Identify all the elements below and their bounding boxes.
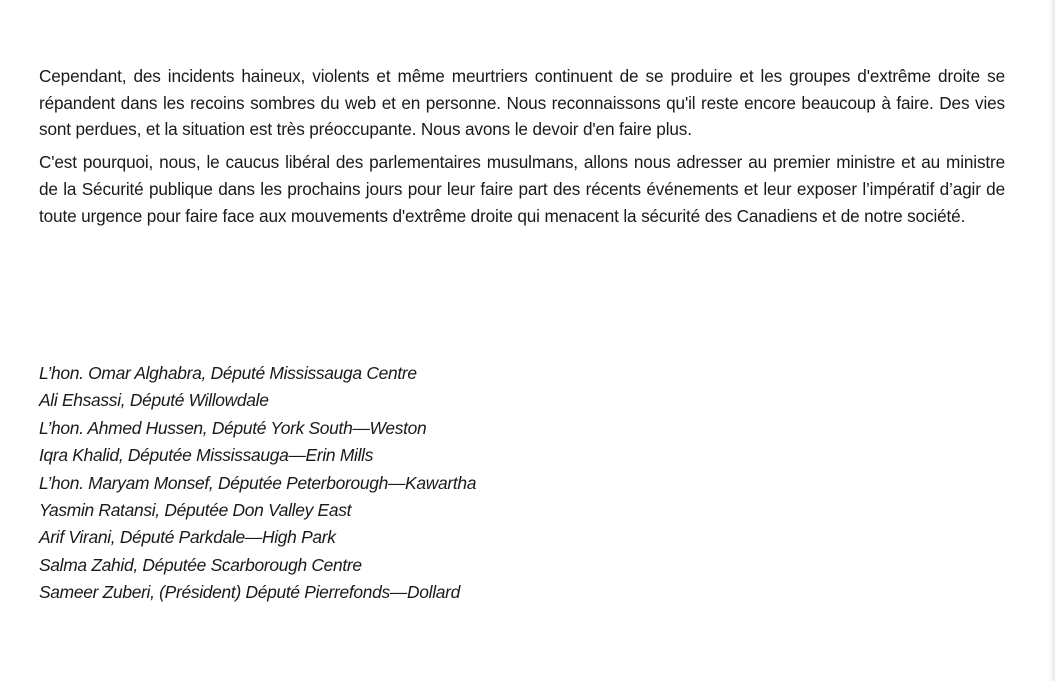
signatory-zuberi: Sameer Zuberi, (Président) Député Pierrefonds—Dollard <box>39 582 460 603</box>
paragraph-2: C'est pourquoi, nous, le caucus libéral des parlementaires musulmans, allons nous adresser au premier ministre et au ministre de la Sécurité publique dans les prochains jours pour leur faire part des récents événements et leur exposer l’impératif d’agir de toute urgence pour faire face aux mouvements d'extrême droite qui menacent la sécurité des Canadiens et de notre société. <box>39 152 1005 226</box>
signatory-list <box>39 360 739 607</box>
body-text <box>39 63 1005 229</box>
signatory-virani: Arif Virani, Député Parkdale—High Park <box>39 527 336 548</box>
signatory-ehsassi: Ali Ehsassi, Député Willowdale <box>39 390 269 411</box>
signatory-hussen: L’hon. Ahmed Hussen, Député York South—Weston <box>39 417 427 438</box>
signatory-alghabra: L’hon. Omar Alghabra, Député Mississauga Centre <box>39 363 417 383</box>
signatory-khalid: Iqra Khalid, Députée Mississauga—Erin Mills <box>39 445 374 466</box>
paragraph-1: Cependant, des incidents haineux, violents et même meurtriers continuent de se produire et les groupes d'extrême droite se répandent dans les recoins sombres du web et en personne. Nous reconnaissons qu'il reste encore beaucoup à faire. Des vies sont perdues, et la situation est très préoccupante. Nous avons le devoir d'en faire plus. <box>39 66 1005 140</box>
signatory-zahid: Salma Zahid, Députée Scarborough Centre <box>39 554 362 575</box>
signatory-ratansi: Yasmin Ratansi, Députée Don Valley East <box>39 500 352 521</box>
page-edge-shadow <box>1049 0 1055 681</box>
signatory-monsef: L’hon. Maryam Monsef, Députée Peterborough—Kawartha <box>39 472 477 493</box>
